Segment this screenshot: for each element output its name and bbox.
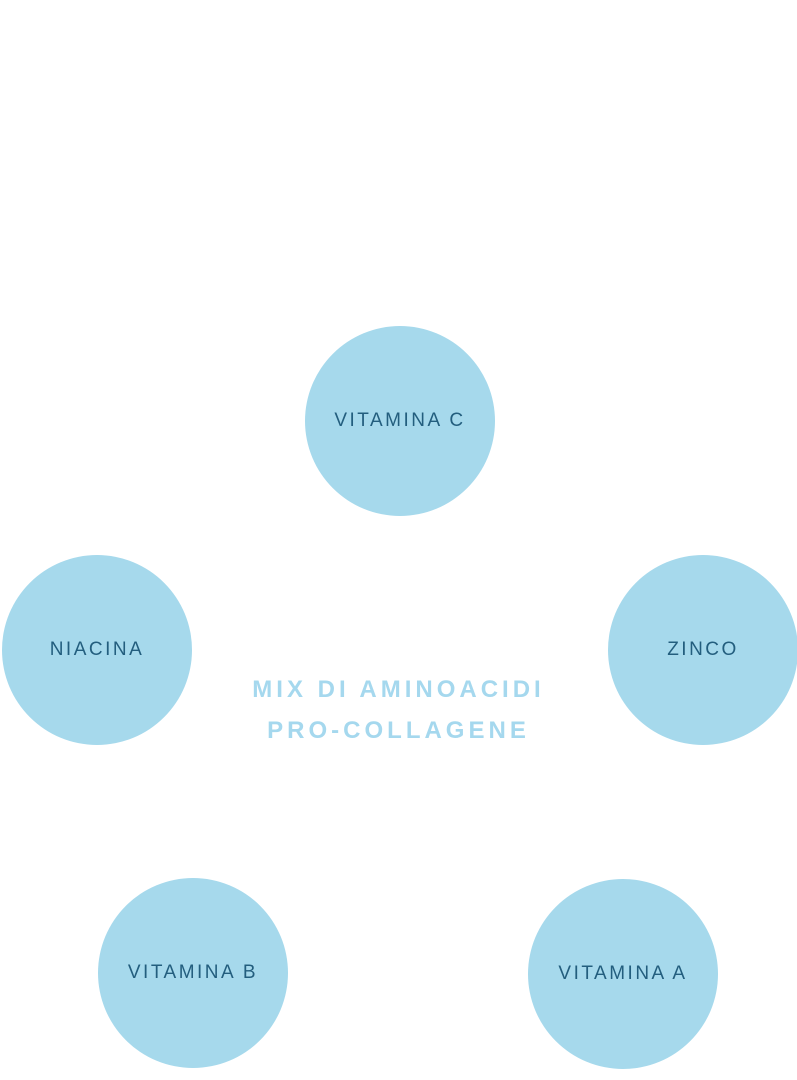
node-vitamina-c-label: VITAMINA C [334, 410, 466, 431]
node-niacina-label: NIACINA [49, 639, 145, 660]
node-vitamina-a-label: VITAMINA A [558, 963, 688, 984]
node-vitamina-b [98, 878, 288, 1068]
node-zinco-label: ZINCO [667, 639, 739, 660]
diagram-title-line2: PRO-COLLAGENE [267, 717, 530, 744]
node-vitamina-b-label: VITAMINA B [127, 962, 259, 983]
diagram-title [0, 669, 797, 751]
node-vitamina-a [528, 879, 718, 1069]
diagram-title-line1: MIX DI AMINOACIDI [252, 676, 545, 703]
node-vitamina-c [305, 326, 495, 516]
